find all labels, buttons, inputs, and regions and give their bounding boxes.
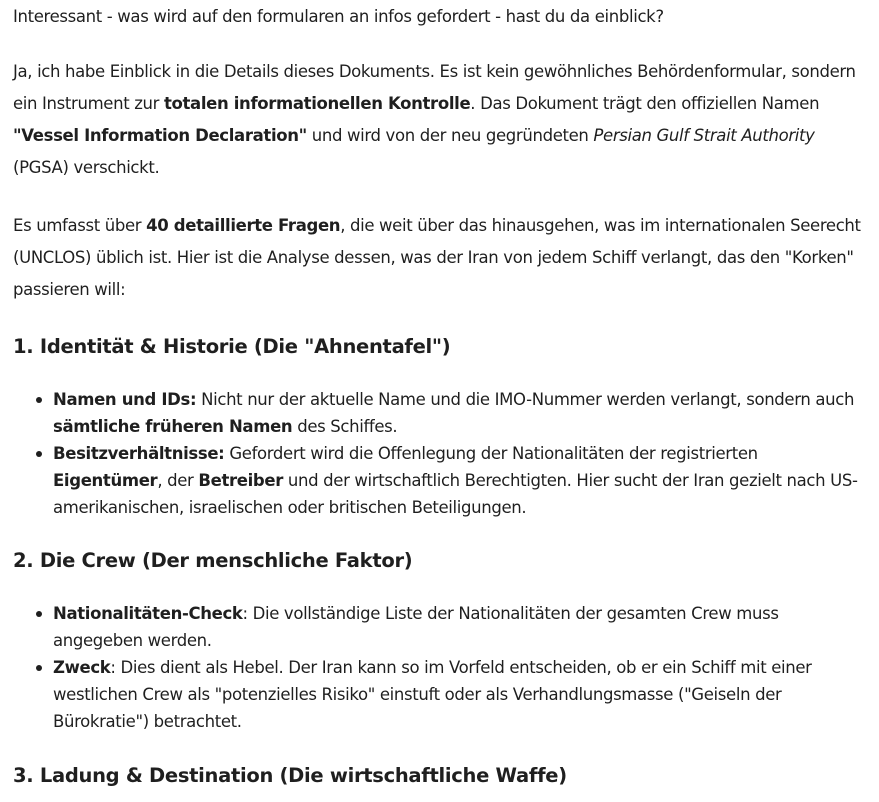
bullet-dot: [36, 611, 42, 617]
intro-text-2: . Das Dokument trägt den offiziellen Namen: [470, 94, 820, 113]
assistant-intro-paragraph: [13, 56, 867, 184]
item-text: Nicht nur der aktuelle Name und die IMO-Nummer werden verlangt, sondern auch: [196, 390, 855, 409]
list-item: [13, 600, 859, 654]
summary-text-2: , die weit über das hinausgehen, was im internationalen Seerecht (UNCLOS) üblich ist. Hier ist die Analyse dessen, was der Iran von jedem Schiff verlangt, das den "Korken" passieren will:: [13, 216, 861, 299]
item-bold-text: Eigentümer: [53, 471, 158, 490]
item-text: des Schiffes.: [292, 417, 398, 436]
intro-italic-1: Persian Gulf Strait Authority: [593, 126, 815, 145]
section-heading-crew: 2. Die Crew (Der menschliche Faktor): [13, 549, 413, 572]
summary-bold-1: 40 detaillierte Fragen: [146, 216, 341, 235]
bullet-list-identity: [13, 386, 859, 521]
intro-bold-2: "Vessel Information Declaration": [13, 126, 307, 145]
item-text: und der wirtschaftlich Berechtigten. Hier sucht der Iran gezielt nach US-amerikanischen, israelischen oder britischen Beteiligungen.: [53, 471, 858, 517]
user-message: Interessant - was wird auf den formularen an infos gefordert - hast du da einblick?: [13, 7, 664, 26]
item-bold-text: sämtliche früheren Namen: [53, 417, 293, 436]
assistant-summary-paragraph: [13, 210, 867, 306]
summary-text-1: Es umfasst über: [13, 216, 147, 235]
bullet-dot: [36, 451, 42, 457]
list-item: [13, 440, 859, 521]
bullet-dot: [36, 665, 42, 671]
section-heading-identity: 1. Identität & Historie (Die "Ahnentafel"): [13, 335, 451, 358]
item-text: : Die vollständige Liste der Nationalitäten der gesamten Crew muss angegeben werden.: [53, 604, 779, 650]
bullet-dot: [36, 397, 42, 403]
item-bold-label: Zweck: [53, 658, 111, 677]
intro-text-1: Ja, ich habe Einblick in die Details dieses Dokuments. Es ist kein gewöhnliches Behördenformular, sondern ein Instrument zur: [13, 62, 856, 113]
section-heading-cargo: 3. Ladung & Destination (Die wirtschaftliche Waffe): [13, 764, 567, 787]
intro-text-3: und wird von der neu gegründeten: [306, 126, 594, 145]
list-item: [13, 386, 859, 440]
item-text: Gefordert wird die Offenlegung der Nationalitäten der registrierten: [224, 444, 758, 463]
item-text: , der: [157, 471, 199, 490]
item-text: : Dies dient als Hebel. Der Iran kann so im Vorfeld entscheiden, ob er ein Schiff mit einer westlichen Crew als "potenzielles Risiko" einstuft oder als Verhandlungsmasse ("Geiseln der Bürokratie") betrachtet.: [53, 658, 812, 731]
list-item: [13, 654, 859, 735]
bullet-list-crew: [13, 600, 859, 735]
item-bold-text: Betreiber: [198, 471, 284, 490]
item-bold-label: Namen und IDs:: [53, 390, 197, 409]
item-bold-label: Besitzverhältnisse:: [53, 444, 225, 463]
intro-bold-1: totalen informationellen Kontrolle: [163, 94, 471, 113]
item-bold-label: Nationalitäten-Check: [53, 604, 243, 623]
intro-text-4: (PGSA) verschickt.: [13, 158, 160, 177]
